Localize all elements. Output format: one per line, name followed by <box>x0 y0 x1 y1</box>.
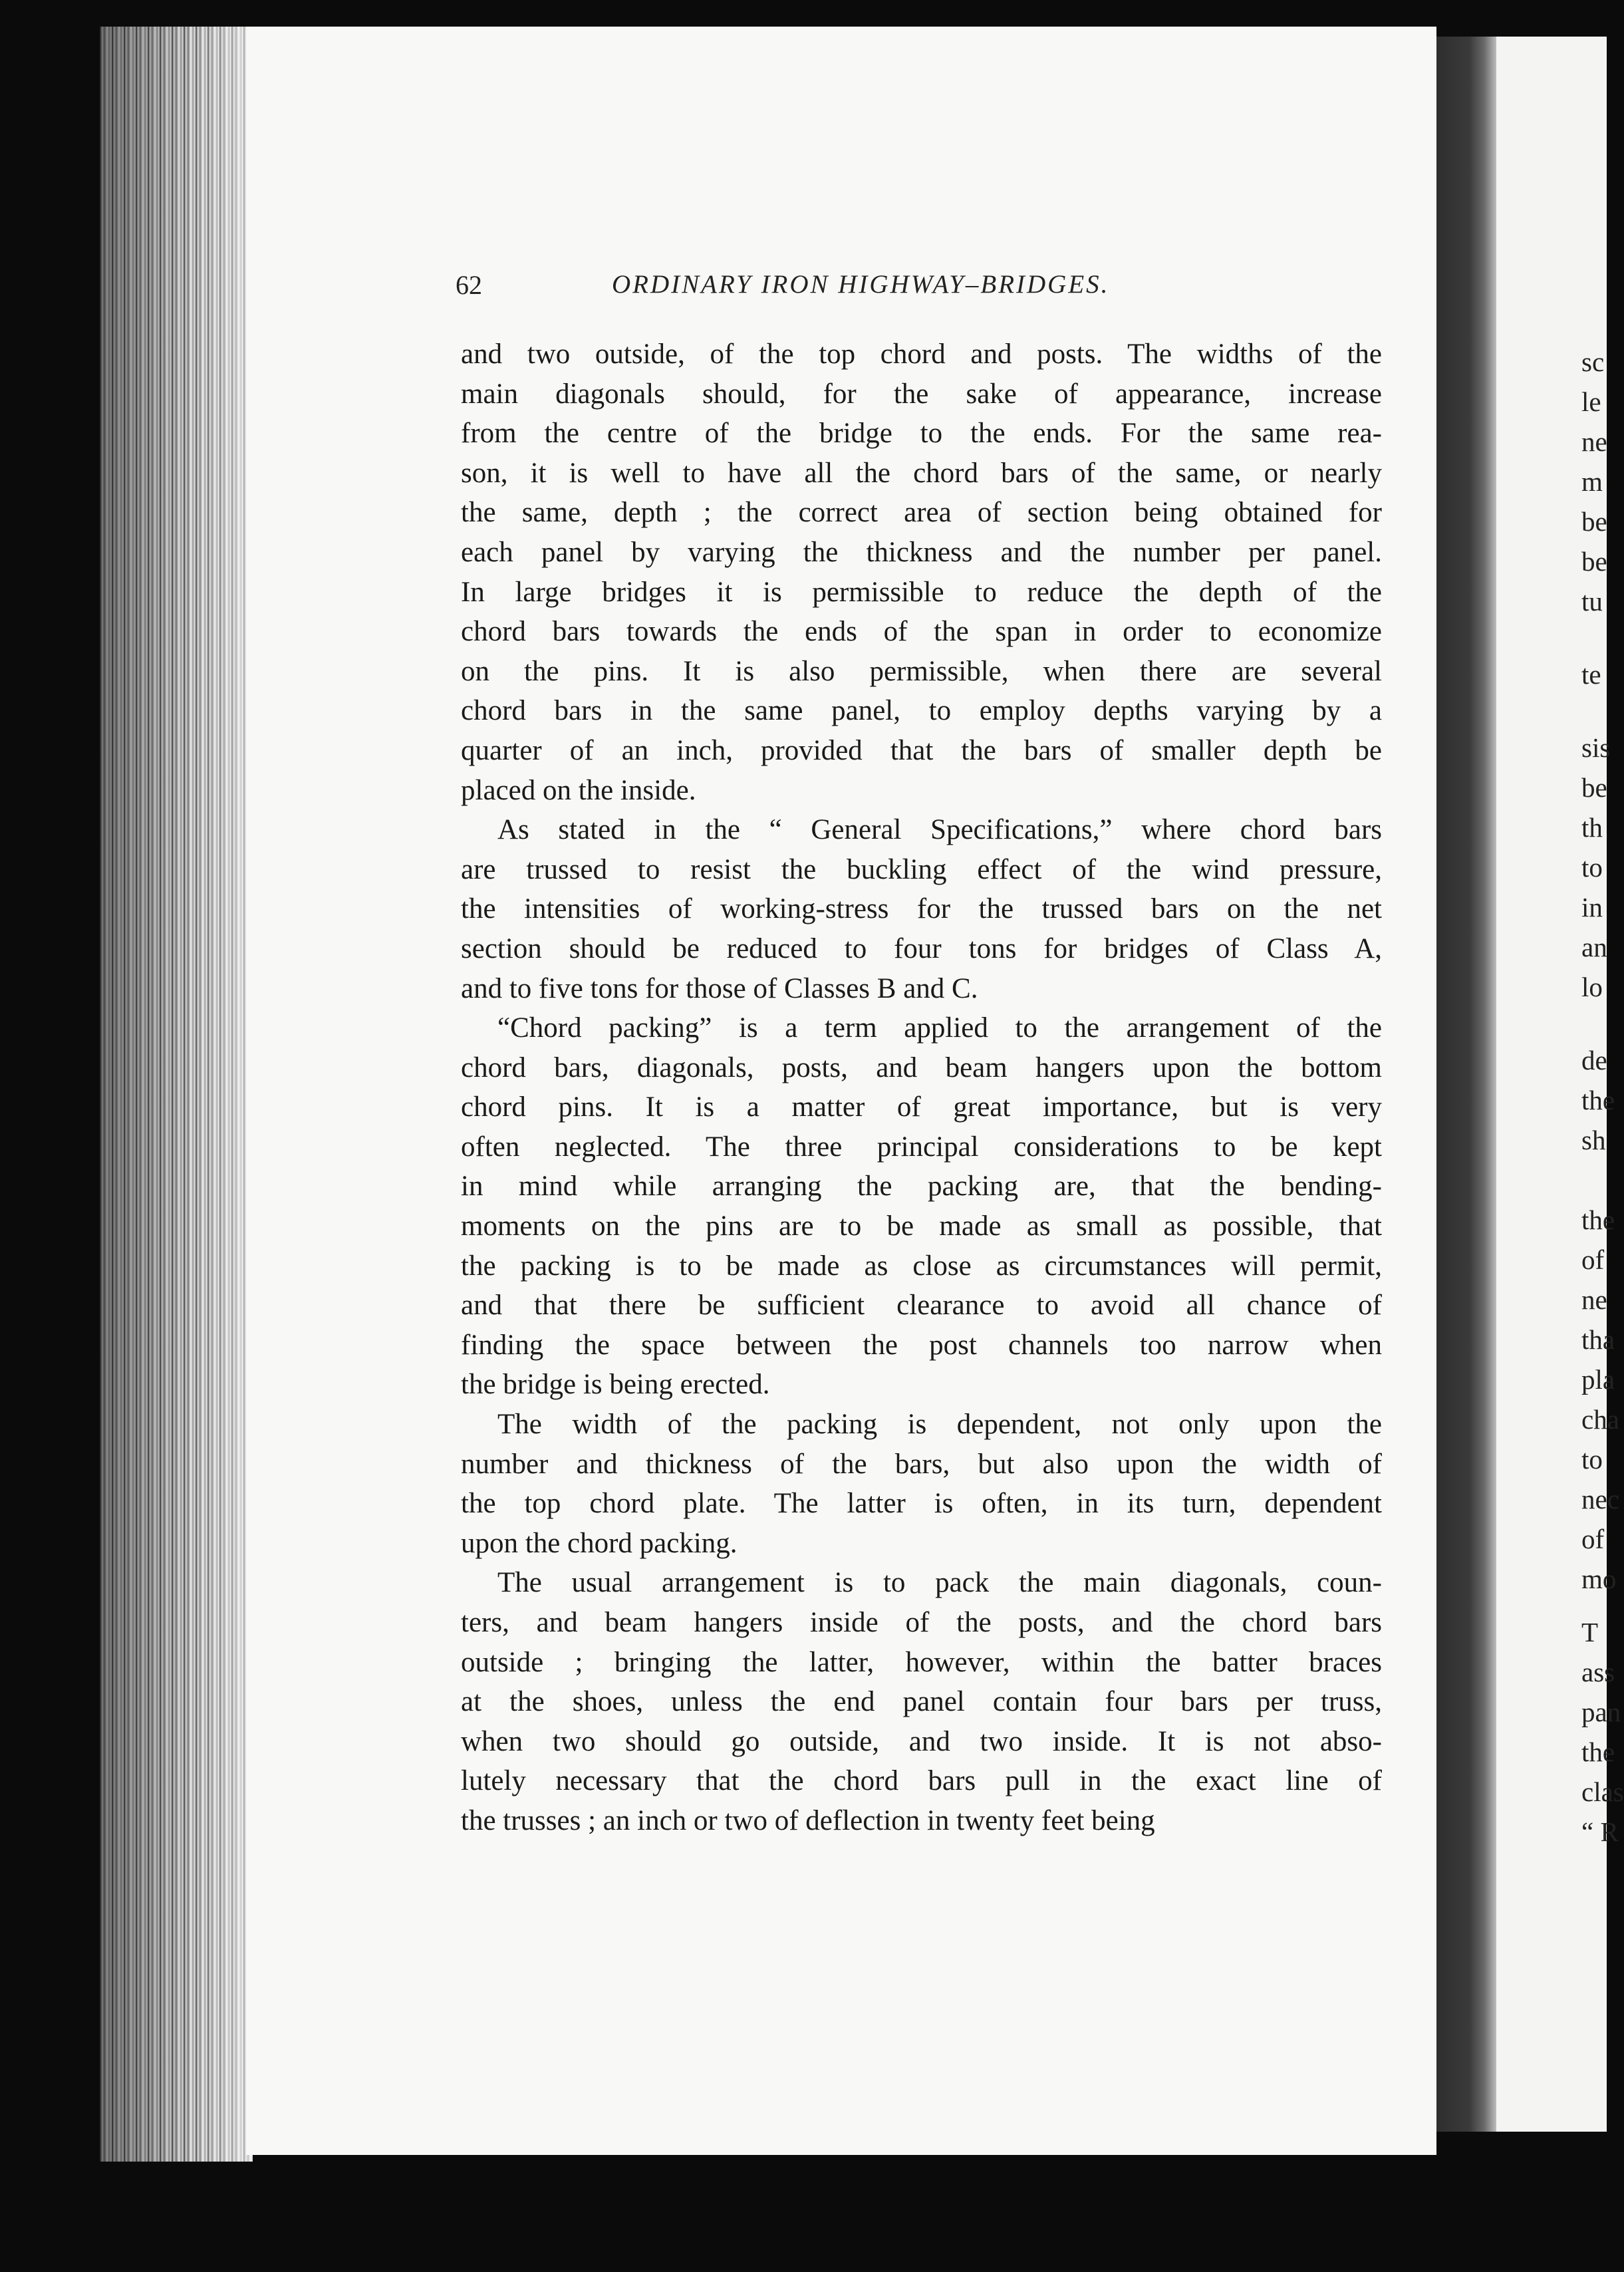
text-line: and two outside, of the top chord and posts. The widths of the <box>461 339 1382 370</box>
text-line: finding the space between the post channels too narrow when <box>461 1329 1382 1361</box>
facing-page-fragment: to <box>1581 1444 1603 1475</box>
facing-page-fragment: to <box>1581 852 1603 883</box>
text-line: at the shoes, unless the end panel contain four bars per truss, <box>461 1686 1382 1718</box>
facing-page-fragment: an <box>1581 932 1607 962</box>
text-line: and that there be sufficient clearance to avoid all chance of <box>461 1290 1382 1322</box>
text-line: are trussed to resist the buckling effect of the wind pressure, <box>461 853 1382 885</box>
text-line: and to five tons for those of Classes B and C. <box>461 972 978 1004</box>
facing-page-fragment: sh <box>1581 1125 1606 1155</box>
text-line: from the centre of the bridge to the ends. For the same rea- <box>461 418 1382 450</box>
text-line: placed on the inside. <box>461 774 696 806</box>
facing-page-fragment: tu <box>1581 586 1603 617</box>
text-line: ters, and beam hangers inside of the posts, and the chord bars <box>461 1607 1382 1638</box>
text-line: upon the chord packing. <box>461 1527 738 1559</box>
text-line: the top chord plate. The latter is often, in its turn, dependent <box>461 1488 1382 1520</box>
facing-page-fragment: be <box>1581 506 1607 537</box>
text-line: section should be reduced to four tons for bridges of Class A, <box>461 932 1382 964</box>
facing-page-fragment: sis <box>1581 732 1611 763</box>
facing-page-fragment: pan <box>1581 1697 1621 1727</box>
facing-page-fragment: T <box>1581 1617 1599 1647</box>
text-line: chord bars towards the ends of the span in order to economize <box>461 616 1382 648</box>
page-header <box>456 269 1383 309</box>
running-title: ORDINARY IRON HIGHWAY–BRIDGES. <box>612 270 1110 299</box>
facing-page-fragment: be <box>1581 546 1607 577</box>
facing-page-fragment: sc <box>1581 347 1605 377</box>
text-line: chord pins. It is a matter of great importance, but is very <box>461 1091 1382 1123</box>
text-line: when two should go outside, and two inside. It is not abso- <box>461 1725 1382 1757</box>
text-line: outside ; bringing the latter, however, within the batter braces <box>461 1646 1382 1678</box>
text-line: number and thickness of the bars, but also upon the width of <box>461 1448 1382 1480</box>
facing-page-fragment: ass <box>1581 1657 1615 1687</box>
facing-page-fragment: de <box>1581 1045 1607 1075</box>
text-line: the same, depth ; the correct area of section being obtained for <box>461 497 1382 529</box>
facing-page-fragment: clas <box>1581 1776 1624 1807</box>
facing-page-fragment: the <box>1581 1737 1615 1767</box>
paragraph <box>461 1563 1382 1840</box>
text-line: moments on the pins are to be made as small as possible, that <box>461 1210 1382 1242</box>
text-line: the packing is to be made as close as circumstances will permit, <box>461 1250 1382 1282</box>
book-page-edges <box>100 27 253 2162</box>
text-line: the bridge is being erected. <box>461 1369 770 1401</box>
text-line: The usual arrangement is to pack the main diagonals, coun- <box>497 1567 1382 1599</box>
text-line: In large bridges it is permissible to reduce the depth of the <box>461 576 1382 608</box>
facing-page-fragment: te <box>1581 659 1601 690</box>
facing-page-fragment: cha <box>1581 1404 1619 1435</box>
text-line: the intensities of working-stress for the trussed bars on the net <box>461 893 1382 925</box>
facing-page-fragment: the <box>1581 1085 1615 1115</box>
facing-page-fragment: “ R <box>1581 1816 1619 1847</box>
text-line: often neglected. The three principal considerations to be kept <box>461 1131 1382 1163</box>
text-line: son, it is well to have all the chord bars of the same, or nearly <box>461 457 1382 489</box>
facing-page-fragment: in <box>1581 892 1603 923</box>
facing-page-fragment: the <box>1581 1205 1615 1235</box>
text-line: chord bars, diagonals, posts, and beam hangers upon the bottom <box>461 1052 1382 1083</box>
text-line: on the pins. It is also permissible, when there are several <box>461 655 1382 687</box>
facing-page-fragment: ne <box>1581 426 1607 457</box>
facing-page-fragment: le <box>1581 386 1601 417</box>
facing-page-fragment: tha <box>1581 1324 1615 1355</box>
facing-page-fragment: of <box>1581 1244 1605 1275</box>
paragraph <box>461 1405 1382 1563</box>
facing-page-fragment: nec <box>1581 1484 1619 1514</box>
page-number: 62 <box>456 270 482 300</box>
text-line: in mind while arranging the packing are, that the bending- <box>461 1171 1382 1203</box>
page-body-text <box>461 335 1382 1841</box>
facing-page-fragment: lo <box>1581 972 1603 1002</box>
facing-page-fragment: pla <box>1581 1364 1615 1395</box>
paragraph <box>461 810 1382 1008</box>
facing-page-fragment: of <box>1581 1524 1605 1554</box>
paragraph <box>461 1008 1382 1405</box>
text-line: chord bars in the same panel, to employ depths varying by a <box>461 695 1382 727</box>
text-line: As stated in the “ General Specifications,” where chord bars <box>497 814 1382 846</box>
book-gutter <box>1436 37 1496 2132</box>
paragraph <box>461 335 1382 810</box>
text-line: the trusses ; an inch or two of deflection in twenty feet being <box>461 1804 1155 1836</box>
facing-page-fragment: be <box>1581 772 1607 803</box>
text-line: each panel by varying the thickness and the number per panel. <box>461 536 1382 568</box>
text-line: quarter of an inch, provided that the bars of smaller depth be <box>461 734 1382 766</box>
facing-page-fragment: th <box>1581 812 1603 843</box>
text-line: The width of the packing is dependent, not only upon the <box>497 1409 1382 1441</box>
facing-page-fragment: mo <box>1581 1564 1617 1594</box>
text-line: “Chord packing” is a term applied to the arrangement of the <box>497 1012 1382 1044</box>
facing-page-fragment: ne <box>1581 1284 1607 1315</box>
text-line: main diagonals should, for the sake of appearance, increase <box>461 378 1382 410</box>
text-line: lutely necessary that the chord bars pull in the exact line of <box>461 1765 1382 1797</box>
facing-page-fragment: m <box>1581 466 1603 497</box>
